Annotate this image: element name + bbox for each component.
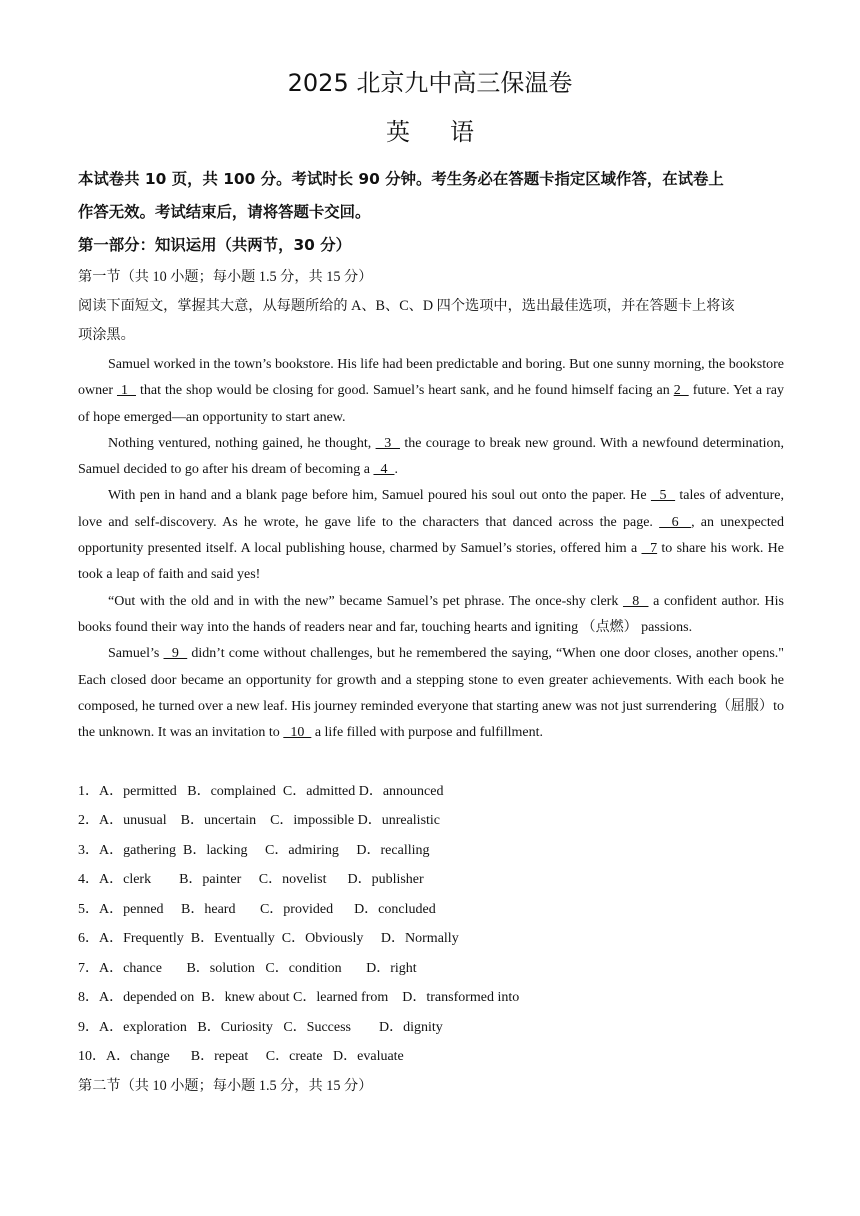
blank-2: 2 — [673, 383, 689, 399]
section2-heading: 第二节（共 10 小题；每小题 1.5 分，共 15 分） — [78, 1078, 373, 1094]
blank-3: 3 — [375, 435, 400, 451]
option-row-4: 4．A．clerk B．painter C．novelist D．publisher — [78, 872, 424, 887]
blank-8: 8 — [622, 593, 649, 609]
blank-4: 4 — [373, 462, 395, 478]
passage-paragraph-2 — [78, 431, 784, 484]
text-run: a life filled with purpose and fulfillment. — [311, 725, 544, 741]
text-run: future. Yet a ray of hope emerged—an opportunity to start anew. — [78, 383, 785, 425]
option-row-9: 9．A．exploration B．Curiosity C．Success D．dignity — [78, 1020, 443, 1035]
subject-title: 英语 — [386, 118, 514, 146]
text-run: Samuel’s — [108, 646, 164, 662]
cloze-passage — [78, 352, 784, 746]
option-row-5: 5．A．penned B．heard C．provided D．concluded — [78, 902, 436, 917]
text-run: “Out with the old and in with the new” became Samuel’s pet phrase. The once-shy clerk — [108, 593, 623, 609]
option-row-6: 6．A．Frequently B．Eventually C．Obviously D．Normally — [78, 931, 459, 946]
passage-paragraph-5 — [78, 641, 784, 746]
blank-7: 7 — [641, 541, 658, 557]
text-run: that the shop would be closing for good. Samuel’s heart sank, and he found himself facing an — [135, 383, 674, 399]
option-row-10: 10．A．change B．repeat C．create D．evaluate — [78, 1049, 404, 1064]
text-run: a confident author. His books found their way into the hands of readers near and far, touching hearts and igniting （点燃） passions. — [78, 593, 785, 635]
directions-line-1: 阅读下面短文，掌握其大意，从每题所给的 A、B、C、D 四个选项中，选出最佳选项，并在答题卡上将该 — [78, 298, 735, 314]
blank-9: 9 — [163, 646, 188, 662]
directions — [78, 292, 784, 350]
blank-5: 5 — [650, 488, 676, 504]
section1-heading: 第一节（共 10 小题；每小题 1.5 分，共 15 分） — [78, 269, 373, 285]
text-run: Nothing ventured, nothing gained, he thought, — [108, 435, 376, 451]
text-run: . — [394, 462, 398, 478]
exam-title: 2025 北京九中高三保温卷 — [287, 69, 573, 97]
passage-paragraph-3 — [78, 483, 784, 588]
passage-paragraph-1 — [78, 352, 784, 431]
blank-10: 10 — [283, 725, 312, 741]
exam-instructions — [78, 163, 784, 229]
text-run: to share his work. He took a leap of faith and said yes! — [78, 541, 784, 583]
option-row-8: 8．A．depended on B．knew about C．learned from D．transformed into — [78, 990, 520, 1005]
text-run: , an unexpected opportunity presented itself. A local publishing house, charmed by Samuel’s stories, offered him a — [78, 514, 784, 557]
option-row-7: 7．A．chance B．solution C．condition D．right — [78, 961, 417, 976]
blank-1: 1 — [116, 383, 136, 399]
part1-heading: 第一部分：知识运用（共两节，30 分） — [78, 236, 352, 254]
text-run: With pen in hand and a blank page before him, Samuel poured his soul out onto the paper. He — [108, 488, 651, 504]
instructions-line-1: 本试卷共 10 页，共 100 分。考试时长 90 分钟。考生务必在答题卡指定区域作答，在试卷上 — [78, 170, 724, 188]
option-row-3: 3．A．gathering B．lacking C．admiring D．recalling — [78, 843, 430, 858]
text-run: Samuel worked in the town’s bookstore. His life had been predictable and boring. But one sunny morning, the bookstore owner — [78, 357, 784, 399]
blank-6: 6 — [659, 514, 692, 530]
option-row-1: 1．A．permitted B．complained C．admitted D．announced — [78, 784, 444, 799]
directions-line-2: 项涂黑。 — [78, 327, 135, 343]
option-row-2: 2．A．unusual B．uncertain C．impossible D．unrealistic — [78, 813, 441, 828]
text-run: the courage to break new ground. With a newfound determination, Samuel decided to go after his dream of becoming a — [78, 435, 784, 478]
instructions-line-2: 作答无效。考试结束后，请将答题卡交回。 — [78, 203, 371, 221]
passage-paragraph-4 — [78, 589, 784, 642]
text-run: tales of adventure, love and self-discovery. As he wrote, he gave life to the characters that danced across the page. — [78, 488, 785, 530]
text-run: didn’t come without challenges, but he remembered the saying, “When one door closes, another opens." Each closed door became an opportunity for growth and a stepping stone to even greater achievements. With each book he composed, he turned over a new leaf. His journey reminded everyone that starting anew was not just surrendering（屈服）to the unknown. It was an invitation to — [78, 646, 784, 741]
